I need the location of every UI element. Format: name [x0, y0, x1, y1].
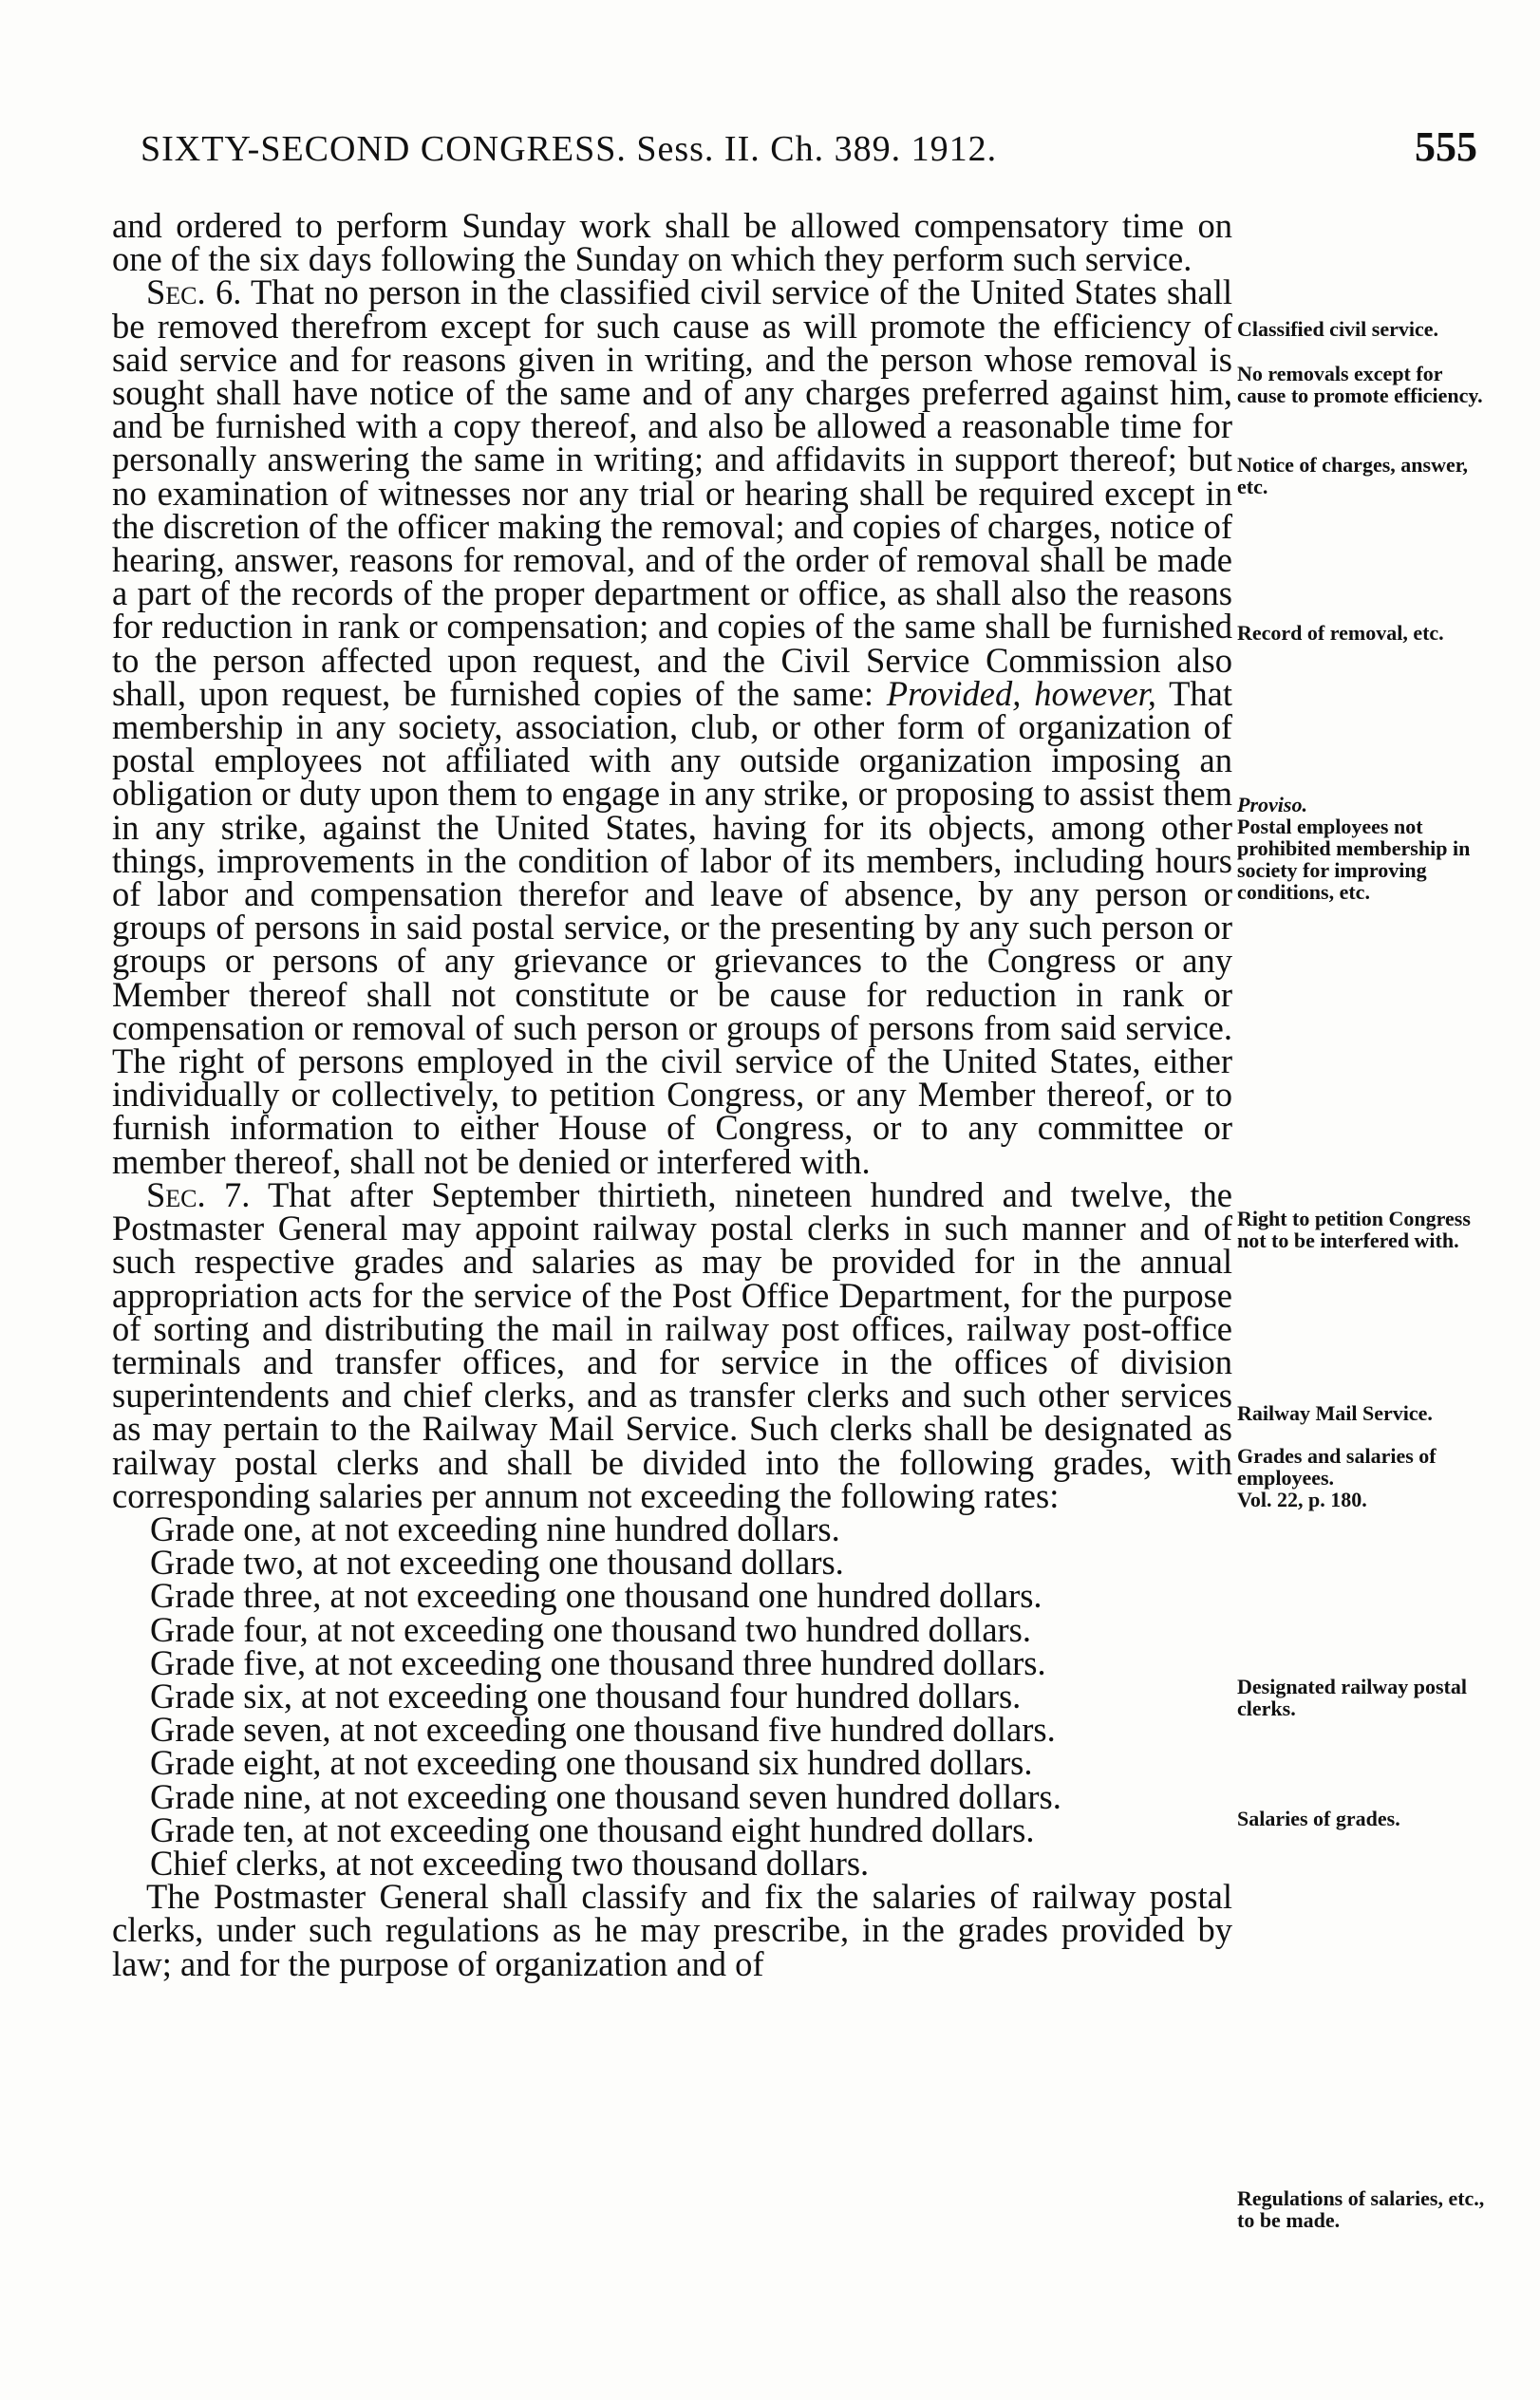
margin-note-text: Right to petition Congress not to be interfered with.: [1237, 1207, 1471, 1252]
grade-line: Grade nine, at not exceeding one thousand seven hundred dollars.: [150, 1776, 1061, 1816]
grade-line: Grade seven, at not exceeding one thousand five hundred dollars.: [150, 1710, 1056, 1750]
margin-note-text: Designated railway postal clerks.: [1237, 1675, 1467, 1720]
grade-line: Grade four, at not exceeding one thousand two hundred dollars.: [150, 1609, 1032, 1649]
margin-note-text: Proviso.: [1237, 793, 1307, 816]
margin-note-text: Notice of charges, answer, etc.: [1237, 453, 1468, 498]
section-6-label: Sec. 6.: [146, 272, 242, 312]
grade-line: Grade two, at not exceeding one thousand dollars.: [150, 1543, 844, 1583]
grade-line: Chief clerks, at not exceeding two thousand dollars.: [150, 1843, 870, 1883]
section-6-text-b: That membership in any society, association, club, or other form of organization of postal employees not affiliated with any outside organization imposing an obligation or duty upon them to engage in any strike, or proposing to assist them in any strike, against the United States, having for its objects, among other things, improvements in the condition of labor of its members, including hours of labor and compensation therefor and leave of absence, by any person or groups of persons in said postal service, or the presenting by any such person or groups or persons of any grievance or grievances to the Congress or any Member thereof shall not constitute or be cause for reduction in rank or compensation or removal of such person or groups of persons from said service. The right of persons employed in the civil service of the United States, either individually or collectively, to petition Congress, or any Member thereof, or to furnish information to either House of Congress, or to any committee or member thereof, shall not be denied or interfered with.: [112, 673, 1233, 1181]
margin-note-railway-mail: [1237, 1402, 1486, 1424]
margin-note-text: Postal employees not prohibited membership in society for improving conditions, etc.: [1237, 815, 1471, 904]
running-title: SIXTY-SECOND CONGRESS. Sess. II. Ch. 389. 1912.: [141, 129, 998, 169]
margin-note-regulations: [1237, 2187, 1486, 2231]
margin-note-no-removals: [1237, 363, 1486, 406]
margin-note-classified: [1237, 318, 1486, 340]
section-7-text: That after September thirtieth, nineteen hundred and twelve, the Postmaster General may appoint railway postal clerks in such manner and of such respective grades and salaries as may be provided for in the annual appropriation acts for the service of the Post Office Department, for the purpose of sorting and distributing the mail in railway post offices, railway post-office terminals and transfer offices, and for service in the offices of division superintendents and chief clerks, and as transfer clerks and such other services as may pertain to the Railway Mail Service. Such clerks shall be designated as railway postal clerks and shall be divided into the following grades, with corresponding salaries per annum not exceeding the following rates:: [112, 1174, 1232, 1515]
margin-note-vol-ref: Vol. 22, p. 180.: [1237, 1488, 1367, 1511]
margin-note-text: Regulations of salaries, etc., to be made.: [1237, 2186, 1485, 2232]
margin-note-text: Salaries of grades.: [1237, 1807, 1400, 1830]
margin-note-record: [1237, 622, 1486, 644]
final-paragraph: The Postmaster General shall classify and fix the salaries of railway postal clerks, under such regulations as he may prescribe, in the grades provided by law; and for the purpose of organization and of: [112, 1877, 1232, 1983]
margin-note-text: No removals except for cause to promote efficiency.: [1237, 362, 1483, 407]
grade-line: Grade eight, at not exceeding one thousand six hundred dollars.: [150, 1743, 1033, 1783]
page-header: [112, 123, 1487, 176]
margin-note-designated: [1237, 1676, 1486, 1719]
grade-line: Grade three, at not exceeding one thousand one hundred dollars.: [150, 1576, 1042, 1616]
margin-note-notice: [1237, 454, 1486, 497]
section-6-text-a: That no person in the classified civil service of the United States shall be removed therefrom except for such cause as will promote the efficiency of said service and for reasons given in writing, and the person whose removal is sought shall have notice of the same and of any charges preferred against him, and be furnished with a copy thereof, and also be allowed a reasonable time for personally answering the same in writing; and affidavits in support thereof; but no examination of witnesses nor any trial or hearing shall be required except in the discretion of the officer making the removal; and copies of charges, notice of hearing, answer, reasons for removal, and of the order of removal shall be made a part of the records of the proper department or office, as shall also the reasons for reduction in rank or compensation; and copies of the same shall be furnished to the person affected upon request, and the Civil Service Commission also shall, upon request, be furnished copies of the same:: [112, 272, 1232, 713]
margin-note-grades-salaries: [1237, 1445, 1486, 1510]
grade-line: Grade ten, at not exceeding one thousand eight hundred dollars.: [150, 1809, 1035, 1849]
margin-note-salaries-grades: [1237, 1808, 1486, 1829]
grade-line: Grade six, at not exceeding one thousand four hundred dollars.: [150, 1676, 1022, 1716]
page-number: 555: [1415, 123, 1477, 170]
grade-line: Grade one, at not exceeding nine hundred dollars.: [150, 1509, 840, 1548]
section-7-label: Sec. 7.: [146, 1174, 251, 1214]
proviso-phrase: Provided, however,: [886, 673, 1156, 713]
grade-line: Grade five, at not exceeding one thousand three hundred dollars.: [150, 1642, 1046, 1682]
margin-note-text: Classified civil service.: [1237, 317, 1439, 341]
section-6-paragraph: [112, 272, 1233, 1181]
margin-note-text: Record of removal, etc.: [1237, 621, 1444, 645]
margin-note-right-to-petition: [1237, 1208, 1486, 1251]
margin-note-text: Grades and salaries of employees.: [1237, 1444, 1437, 1490]
section-7-paragraph: [112, 1174, 1232, 1515]
paragraph-continuation: and ordered to perform Sunday work shall be allowed compensatory time on one of the six days following the Sunday on which they perform such service.: [112, 206, 1232, 279]
margin-note-proviso: [1237, 794, 1486, 903]
body-text: [112, 206, 1233, 1983]
margin-note-text: Railway Mail Service.: [1237, 1401, 1433, 1425]
